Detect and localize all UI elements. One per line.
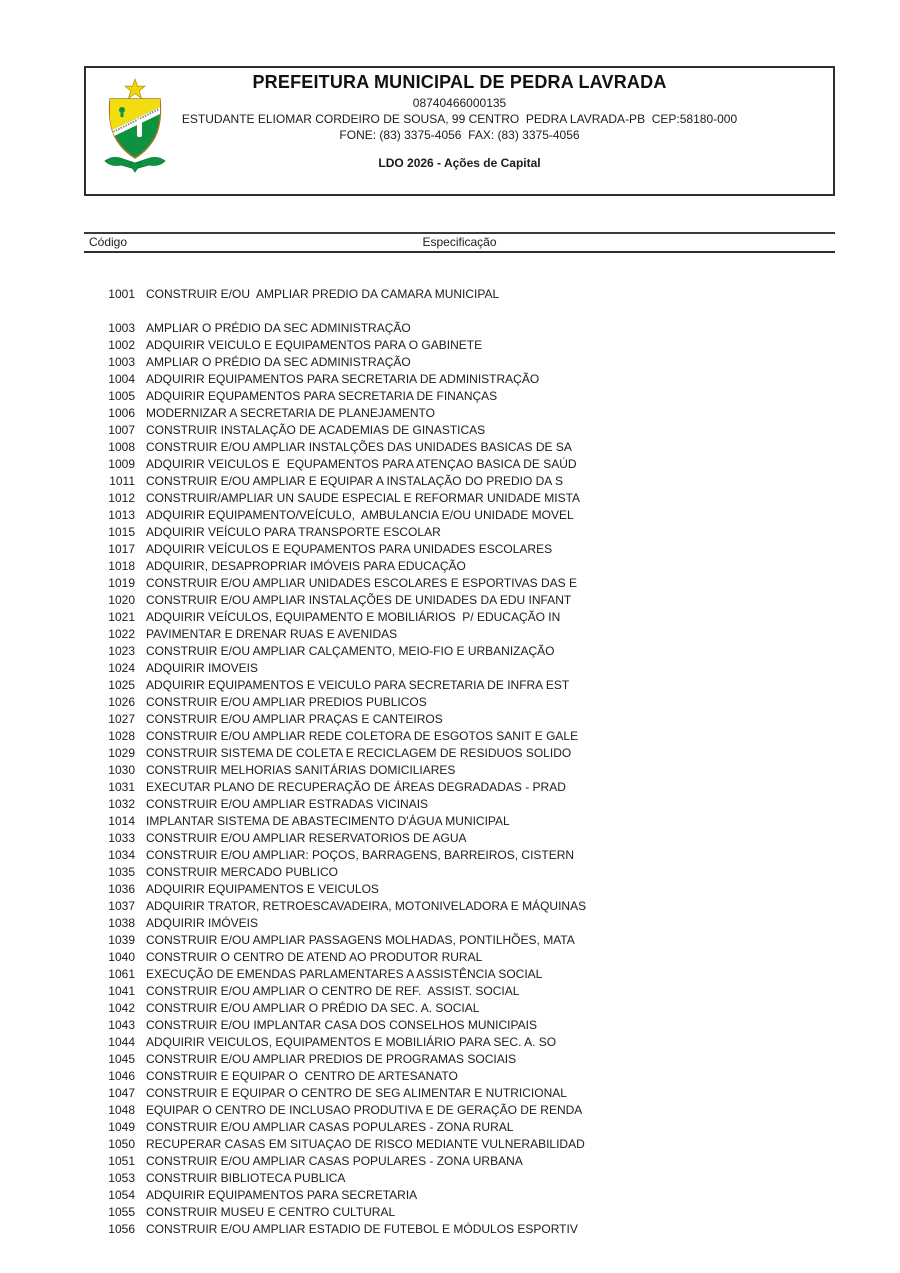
row-spec: CONSTRUIR E/OU AMPLIAR INSTALAÇÕES DE UNIDADES DA EDU INFANT bbox=[146, 593, 572, 607]
row-code: 1047 bbox=[108, 1086, 135, 1100]
row-spec: CONSTRUIR E/OU AMPLIAR INSTALÇÕES DAS UNIDADES BASICAS DE SA bbox=[146, 440, 572, 454]
row-gap bbox=[0, 303, 900, 320]
report-title: LDO 2026 - Ações de Capital bbox=[378, 156, 541, 170]
row-spec: CONSTRUIR E/OU AMPLIAR PRAÇAS E CANTEIROS bbox=[146, 712, 443, 726]
table-row bbox=[0, 1000, 900, 1017]
row-code: 1018 bbox=[108, 559, 135, 573]
row-spec: CONSTRUIR E/OU IMPLANTAR CASA DOS CONSELHOS MUNICIPAIS bbox=[146, 1018, 537, 1032]
table-row bbox=[0, 745, 900, 762]
table-row bbox=[0, 1051, 900, 1068]
row-code: 1046 bbox=[108, 1069, 135, 1083]
row-code: 1004 bbox=[108, 372, 135, 386]
row-spec: CONSTRUIR E EQUIPAR O CENTRO DE SEG ALIMENTAR E NUTRICIONAL bbox=[146, 1086, 567, 1100]
table-row bbox=[0, 796, 900, 813]
row-spec: ADQUIRIR VEÍCULO PARA TRANSPORTE ESCOLAR bbox=[146, 525, 441, 539]
row-spec: CONSTRUIR E/OU AMPLIAR E EQUIPAR A INSTALAÇÃO DO PREDIO DA S bbox=[146, 474, 563, 488]
row-code: 1007 bbox=[108, 423, 135, 437]
row-spec: CONSTRUIR E/OU AMPLIAR PREDIO DA CAMARA MUNICIPAL bbox=[146, 287, 500, 301]
row-spec: CONSTRUIR E/OU AMPLIAR UNIDADES ESCOLARES E ESPORTIVAS DAS E bbox=[146, 576, 577, 590]
row-spec: CONSTRUIR INSTALAÇÃO DE ACADEMIAS DE GINASTICAS bbox=[146, 423, 486, 437]
row-spec: ADQUIRIR IMÓVEIS bbox=[146, 916, 259, 930]
table-row bbox=[0, 456, 900, 473]
table-row bbox=[0, 779, 900, 796]
table-row bbox=[0, 1034, 900, 1051]
table-row bbox=[0, 422, 900, 439]
row-code: 1034 bbox=[108, 848, 135, 862]
page-title: PREFEITURA MUNICIPAL DE PEDRA LAVRADA bbox=[252, 72, 667, 92]
row-spec: CONSTRUIR E/OU AMPLIAR CASAS POPULARES - ZONA URBANA bbox=[146, 1154, 523, 1168]
phone-fax-line: FONE: (83) 3375-4056 FAX: (83) 3375-4056 bbox=[339, 128, 580, 142]
table-row bbox=[0, 1017, 900, 1034]
row-code: 1029 bbox=[108, 746, 135, 760]
row-spec: ADQUIRIR EQUIPAMENTOS E VEICULO PARA SECRETARIA DE INFRA EST bbox=[146, 678, 570, 692]
row-spec: CONSTRUIR BIBLIOTECA PUBLICA bbox=[146, 1171, 346, 1185]
table-row bbox=[0, 609, 900, 626]
table-row bbox=[0, 558, 900, 575]
row-code: 1003 bbox=[108, 321, 135, 335]
table-row bbox=[0, 1221, 900, 1238]
table-row bbox=[0, 354, 900, 371]
table-row bbox=[0, 286, 900, 303]
row-code: 1026 bbox=[108, 695, 135, 709]
row-code: 1025 bbox=[108, 678, 135, 692]
row-code: 1023 bbox=[108, 644, 135, 658]
row-code: 1003 bbox=[108, 355, 135, 369]
row-code: 1048 bbox=[108, 1103, 135, 1117]
table-row bbox=[0, 1085, 900, 1102]
row-spec: ADQUIRIR, DESAPROPRIAR IMÓVEIS PARA EDUCAÇÃO bbox=[146, 559, 466, 573]
row-spec: CONSTRUIR MERCADO PUBLICO bbox=[146, 865, 339, 879]
row-spec: PAVIMENTAR E DRENAR RUAS E AVENIDAS bbox=[146, 627, 398, 641]
table-row bbox=[0, 405, 900, 422]
row-spec: IMPLANTAR SISTEMA DE ABASTECIMENTO D'ÁGUA MUNICIPAL bbox=[146, 814, 510, 828]
row-code: 1050 bbox=[108, 1137, 135, 1151]
row-spec: ADQUIRIR VEICULO E EQUIPAMENTOS PARA O GABINETE bbox=[146, 338, 483, 352]
row-code: 1027 bbox=[108, 712, 135, 726]
row-spec: EXECUTAR PLANO DE RECUPERAÇÃO DE ÁREAS DEGRADADAS - PRAD bbox=[146, 780, 566, 794]
table-row bbox=[0, 966, 900, 983]
table-row bbox=[0, 337, 900, 354]
table-row bbox=[0, 643, 900, 660]
row-spec: CONSTRUIR E/OU AMPLIAR PREDIOS DE PROGRAMAS SOCIAIS bbox=[146, 1052, 517, 1066]
row-spec: CONSTRUIR E/OU AMPLIAR REDE COLETORA DE ESGOTOS SANIT E GALE bbox=[146, 729, 579, 743]
row-code: 1035 bbox=[108, 865, 135, 879]
table-row bbox=[0, 371, 900, 388]
table-row bbox=[0, 694, 900, 711]
table-row bbox=[0, 490, 900, 507]
table-row bbox=[0, 541, 900, 558]
table-row bbox=[0, 320, 900, 337]
table-header-top-rule bbox=[84, 232, 835, 234]
row-code: 1019 bbox=[108, 576, 135, 590]
row-code: 1054 bbox=[108, 1188, 135, 1202]
row-code: 1001 bbox=[108, 287, 135, 301]
table-column-header bbox=[84, 235, 835, 251]
row-code: 1031 bbox=[108, 780, 135, 794]
table-row bbox=[0, 1170, 900, 1187]
table-row bbox=[0, 932, 900, 949]
table-row bbox=[0, 813, 900, 830]
row-spec: ADQUIRIR VEÍCULOS E EQUPAMENTOS PARA UNIDADES ESCOLARES bbox=[146, 542, 553, 556]
row-code: 1012 bbox=[108, 491, 135, 505]
row-spec: ADQUIRIR EQUIPAMENTOS PARA SECRETARIA DE ADMINISTRAÇÃO bbox=[146, 372, 540, 386]
table-row bbox=[0, 1153, 900, 1170]
row-spec: CONSTRUIR O CENTRO DE ATEND AO PRODUTOR RURAL bbox=[146, 950, 483, 964]
row-code: 1006 bbox=[108, 406, 135, 420]
table-row bbox=[0, 677, 900, 694]
row-code: 1051 bbox=[108, 1154, 135, 1168]
row-code: 1002 bbox=[108, 338, 135, 352]
row-spec: CONSTRUIR E EQUIPAR O CENTRO DE ARTESANATO bbox=[146, 1069, 458, 1083]
row-spec: ADQUIRIR TRATOR, RETROESCAVADEIRA, MOTONIVELADORA E MÁQUINAS bbox=[146, 899, 587, 913]
row-spec: CONSTRUIR E/OU AMPLIAR ESTADIO DE FUTEBOL E MÓDULOS ESPORTIV bbox=[146, 1222, 578, 1236]
table-row bbox=[0, 1187, 900, 1204]
row-code: 1045 bbox=[108, 1052, 135, 1066]
table-row bbox=[0, 728, 900, 745]
table-row bbox=[0, 830, 900, 847]
table-row bbox=[0, 660, 900, 677]
table-row bbox=[0, 847, 900, 864]
row-spec: CONSTRUIR E/OU AMPLIAR ESTRADAS VICINAIS bbox=[146, 797, 429, 811]
row-spec: ADQUIRIR VEÍCULOS, EQUIPAMENTO E MOBILIÁRIOS P/ EDUCAÇÃO IN bbox=[146, 610, 561, 624]
cnpj-number: 08740466000135 bbox=[412, 96, 507, 110]
row-spec: CONSTRUIR E/OU AMPLIAR CALÇAMENTO, MEIO-FIO E URBANIZAÇÃO bbox=[146, 644, 555, 658]
row-code: 1015 bbox=[108, 525, 135, 539]
table-row bbox=[0, 439, 900, 456]
table-row bbox=[0, 915, 900, 932]
row-code: 1030 bbox=[108, 763, 135, 777]
table-row bbox=[0, 575, 900, 592]
row-spec: ADQUIRIR EQUIPAMENTOS PARA SECRETARIA bbox=[146, 1188, 418, 1202]
row-code: 1042 bbox=[108, 1001, 135, 1015]
row-spec: CONSTRUIR MELHORIAS SANITÁRIAS DOMICILIARES bbox=[146, 763, 456, 777]
row-spec: CONSTRUIR E/OU AMPLIAR O PRÉDIO DA SEC. A. SOCIAL bbox=[146, 1001, 480, 1015]
row-code: 1005 bbox=[108, 389, 135, 403]
row-code: 1056 bbox=[108, 1222, 135, 1236]
row-spec: RECUPERAR CASAS EM SITUAÇAO DE RISCO MEDIANTE VULNERABILIDAD bbox=[146, 1137, 585, 1151]
row-code: 1014 bbox=[108, 814, 135, 828]
row-code: 1021 bbox=[108, 610, 135, 624]
table-row bbox=[0, 898, 900, 915]
row-spec: CONSTRUIR MUSEU E CENTRO CULTURAL bbox=[146, 1205, 396, 1219]
row-spec: CONSTRUIR/AMPLIAR UN SAUDE ESPECIAL E REFORMAR UNIDADE MISTA bbox=[146, 491, 581, 505]
row-spec: ADQUIRIR VEICULOS, EQUIPAMENTOS E MOBILIÁRIO PARA SEC. A. SO bbox=[146, 1035, 557, 1049]
row-spec: ADQUIRIR EQUPAMENTOS PARA SECRETARIA DE FINANÇAS bbox=[146, 389, 498, 403]
address-line: ESTUDANTE ELIOMAR CORDEIRO DE SOUSA, 99 CENTRO PEDRA LAVRADA-PB CEP:58180-000 bbox=[181, 112, 738, 126]
row-code: 1032 bbox=[108, 797, 135, 811]
table-row bbox=[0, 1068, 900, 1085]
table-row bbox=[0, 864, 900, 881]
table-row bbox=[0, 592, 900, 609]
table-row bbox=[0, 626, 900, 643]
row-code: 1037 bbox=[108, 899, 135, 913]
row-code: 1024 bbox=[108, 661, 135, 675]
table-row bbox=[0, 524, 900, 541]
row-spec: ADQUIRIR EQUIPAMENTOS E VEICULOS bbox=[146, 882, 379, 896]
table-row bbox=[0, 983, 900, 1000]
table-row bbox=[0, 388, 900, 405]
table-row bbox=[0, 881, 900, 898]
row-code: 1008 bbox=[108, 440, 135, 454]
row-code: 1033 bbox=[108, 831, 135, 845]
row-spec: EXECUÇÃO DE EMENDAS PARLAMENTARES A ASSISTÊNCIA SOCIAL bbox=[146, 967, 543, 981]
row-code: 1044 bbox=[108, 1035, 135, 1049]
row-spec: CONSTRUIR SISTEMA DE COLETA E RECICLAGEM DE RESIDUOS SOLIDO bbox=[146, 746, 572, 760]
row-code: 1040 bbox=[108, 950, 135, 964]
row-spec: CONSTRUIR E/OU AMPLIAR O CENTRO DE REF. ASSIST. SOCIAL bbox=[146, 984, 520, 998]
row-code: 1055 bbox=[108, 1205, 135, 1219]
table-row bbox=[0, 762, 900, 779]
row-code: 1053 bbox=[108, 1171, 135, 1185]
row-code: 1022 bbox=[108, 627, 135, 641]
report-header bbox=[84, 66, 835, 170]
table-row bbox=[0, 473, 900, 490]
row-spec: CONSTRUIR E/OU AMPLIAR: POÇOS, BARRAGENS, BARREIROS, CISTERN bbox=[146, 848, 575, 862]
column-header-especificacao: Especificação bbox=[422, 235, 497, 249]
row-spec: ADQUIRIR EQUIPAMENTO/VEÍCULO, AMBULANCIA E/OU UNIDADE MOVEL bbox=[146, 508, 574, 522]
row-spec: CONSTRUIR E/OU AMPLIAR PASSAGENS MOLHADAS, PONTILHÕES, MATA bbox=[146, 933, 575, 947]
row-code: 1028 bbox=[108, 729, 135, 743]
row-spec: CONSTRUIR E/OU AMPLIAR RESERVATORIOS DE AGUA bbox=[146, 831, 467, 845]
row-code: 1017 bbox=[108, 542, 135, 556]
row-code: 1020 bbox=[108, 593, 135, 607]
row-spec: CONSTRUIR E/OU AMPLIAR CASAS POPULARES - ZONA RURAL bbox=[146, 1120, 514, 1134]
table-row bbox=[0, 1102, 900, 1119]
row-code: 1036 bbox=[108, 882, 135, 896]
table-row bbox=[0, 949, 900, 966]
row-spec: CONSTRUIR E/OU AMPLIAR PREDIOS PUBLICOS bbox=[146, 695, 427, 709]
row-code: 1038 bbox=[108, 916, 135, 930]
table-row bbox=[0, 711, 900, 728]
row-code: 1041 bbox=[108, 984, 135, 998]
row-spec: AMPLIAR O PRÉDIO DA SEC ADMINISTRAÇÃO bbox=[146, 355, 411, 369]
row-spec: ADQUIRIR VEICULOS E EQUPAMENTOS PARA ATENÇAO BASICA DE SAÚD bbox=[146, 457, 577, 471]
row-spec: AMPLIAR O PRÉDIO DA SEC ADMINISTRAÇÃO bbox=[146, 321, 411, 335]
row-code: 1049 bbox=[108, 1120, 135, 1134]
table-row bbox=[0, 507, 900, 524]
column-header-codigo: Código bbox=[89, 235, 128, 249]
row-code: 1009 bbox=[108, 457, 135, 471]
row-spec: EQUIPAR O CENTRO DE INCLUSAO PRODUTIVA E DE GERAÇÃO DE RENDA bbox=[146, 1103, 583, 1117]
table-row bbox=[0, 1204, 900, 1221]
table-row bbox=[0, 1119, 900, 1136]
table-row bbox=[0, 1136, 900, 1153]
table-header-bottom-rule bbox=[84, 251, 835, 253]
row-code: 1011 bbox=[109, 474, 135, 488]
row-spec: MODERNIZAR A SECRETARIA DE PLANEJAMENTO bbox=[146, 406, 435, 420]
row-code: 1061 bbox=[108, 967, 135, 981]
table-body bbox=[0, 286, 900, 1238]
row-code: 1043 bbox=[108, 1018, 135, 1032]
row-code: 1039 bbox=[108, 933, 135, 947]
row-spec: ADQUIRIR IMOVEIS bbox=[146, 661, 259, 675]
row-code: 1013 bbox=[108, 508, 135, 522]
